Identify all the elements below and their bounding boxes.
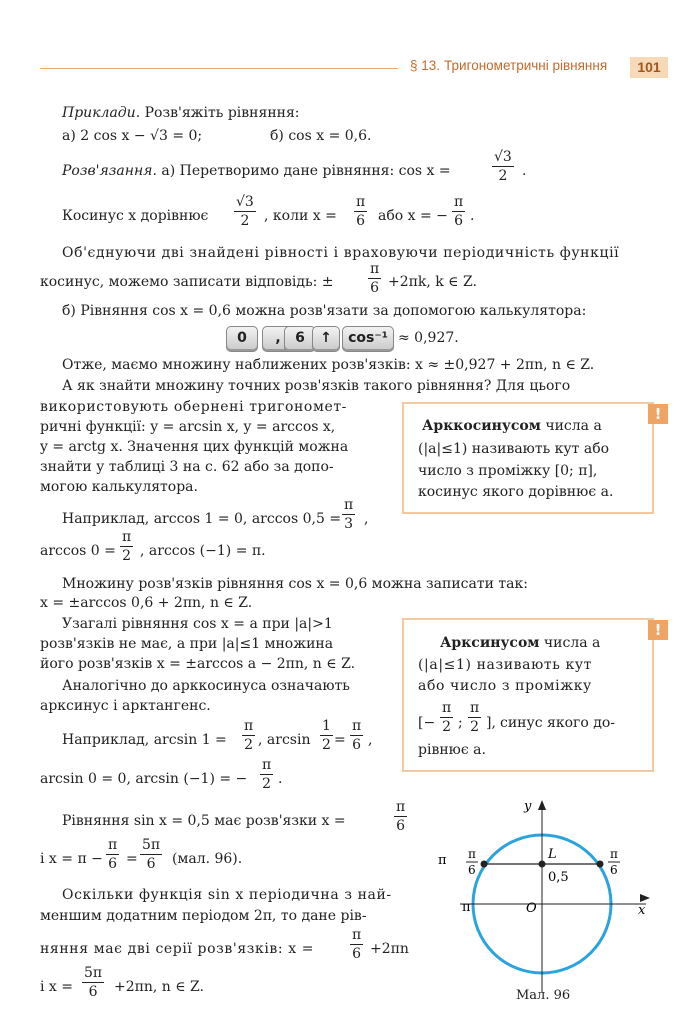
pi6-left-den: 6 — [468, 863, 476, 877]
examples-heading — [62, 104, 300, 122]
period: . — [522, 163, 527, 179]
solution-line-4-end: +2πk, k ∈ Z. — [388, 274, 477, 290]
body-line-12: Узагалі рівняння cos x = a при |a|>1 — [62, 616, 333, 632]
body-line-9a: arccos 0 = — [40, 543, 116, 559]
point-L — [539, 861, 546, 868]
box2-line-2: (|a|≤1) називають кут — [418, 657, 593, 673]
pi6-right-num: π — [610, 847, 618, 861]
body-line-17b: , arcsin — [258, 732, 311, 748]
body-line-20b: (мал. 96). — [172, 851, 243, 867]
calc-key-arccos: cos⁻¹ — [342, 326, 394, 352]
fraction-pi-2d: $\frac{\pi}{2}$ — [442, 700, 452, 735]
page-number: 101 — [630, 57, 668, 78]
fraction-pi-2b: $\frac{\pi}{2}$ — [244, 718, 254, 753]
fraction-pi-6c: $\frac{\pi}{6}$ — [370, 261, 380, 296]
body-line-16: арксинус і арктангенс. — [40, 698, 211, 714]
solution-line-3: Об'єднуючи дві знайдені рівності і враховуючи періодичність функції — [62, 245, 620, 261]
calc-key-0: 0 — [226, 326, 258, 352]
x-label: x — [638, 903, 646, 918]
fraction-pi-6g: $\frac{\pi}{6}$ — [352, 927, 362, 962]
fraction-pi-6d: $\frac{\pi}{6}$ — [352, 718, 362, 753]
body-line-10: Множину розв'язків рівняння cos x = 0,6 можна записати так: — [62, 576, 528, 592]
body-line-7: могою калькулятора. — [40, 479, 198, 495]
box1-line-2: (|a|≤1) називають кут або — [418, 441, 610, 457]
fraction-pi-6e: $\frac{\pi}{6}$ — [396, 799, 406, 834]
header-rule — [40, 68, 398, 69]
body-line-17a: Наприклад, arcsin 1 = — [62, 732, 227, 748]
box1-term: Арккосинусом — [422, 418, 541, 434]
box1-line-3: число з проміжку [0; π], — [418, 463, 598, 479]
box2-line-4-mid: ; — [458, 715, 463, 731]
fraction-5pi-6: $\frac{5\pi}{6}$ — [142, 837, 161, 872]
body-line-9b: , arccos (−1) = π. — [140, 543, 266, 559]
body-line-6: знайти у таблиці 3 на с. 62 або за допо- — [40, 459, 334, 475]
body-line-18: arcsin 0 = 0, arcsin (−1) = − — [40, 771, 248, 787]
x-arrow-icon — [640, 894, 650, 902]
body-line-4: ричні функції: y = arcsin x, y = arccos x, — [40, 419, 336, 435]
section-number: § 13. — [410, 58, 441, 73]
fraction-pi-3: $\frac{\pi}{3}$ — [344, 497, 354, 532]
box2-line-3: або число з проміжку — [418, 678, 592, 694]
comma: , — [364, 511, 369, 527]
origin-label: O — [526, 901, 537, 916]
fraction-1-2: $\frac{1}{2}$ — [322, 718, 331, 753]
body-line-2: А як знайти множину точних розв'язків такого рівняння? Для цього — [62, 378, 571, 394]
fraction-pi-6f: $\frac{\pi}{6}$ — [108, 837, 118, 872]
fraction-pi-2: $\frac{\pi}{2}$ — [122, 529, 132, 564]
solution-line-2a: Косинус x дорівнює — [62, 208, 209, 224]
examples-task: Розв'яжіть рівняння: — [144, 105, 300, 121]
example-a: а) 2 cos x − √3 = 0; — [62, 128, 203, 144]
body-line-8: Наприклад, arccos 1 = 0, arccos 0,5 = — [62, 511, 342, 527]
period: . — [278, 771, 283, 787]
box1-line-1-rest: числа a — [540, 418, 602, 434]
body-line-17c: = — [334, 732, 346, 748]
exclamation-icon: ! — [648, 404, 668, 424]
header-title — [410, 58, 607, 73]
fraction-sqrt3-2b: $\frac{√3}{2}$ — [236, 194, 254, 229]
period: . — [470, 208, 475, 224]
body-line-22: меншим додатним періодом 2π, то дане рів- — [40, 908, 367, 924]
point-right — [597, 861, 604, 868]
pi-bottom-label: π — [462, 900, 471, 915]
pi-left-label: π — [438, 853, 447, 868]
body-line-19: Рівняння sin x = 0,5 має розв'язки x = — [62, 813, 346, 829]
y-arrow-icon — [538, 800, 546, 810]
fraction-pi-2e: $\frac{\pi}{2}$ — [470, 700, 480, 735]
body-line-15: Аналогічно до арккосинуса означають — [62, 678, 350, 694]
pi6-right-den: 6 — [610, 863, 618, 877]
body-line-1: Отже, маємо множину наближених розв'язків: x ≈ ±0,927 + 2πn, n ∈ Z. — [62, 357, 595, 373]
body-line-24a: і x = — [40, 979, 74, 995]
solution-line-2c: або x = − — [378, 208, 448, 224]
box2-line-4-right: ], — [486, 715, 496, 731]
solution-line-5: б) Рівняння cos x = 0,6 можна розв'язати за допомогою калькулятора: — [62, 303, 587, 319]
solution-line-1 — [62, 162, 451, 180]
box2-line-5: рівнює a. — [418, 742, 486, 758]
L-label: L — [548, 847, 557, 862]
box2-line-1-rest: числа a — [539, 635, 601, 651]
box1-line-4: косинус якого дорівнює a. — [418, 484, 614, 500]
point-left — [481, 861, 488, 868]
fraction-5pi-6b: $\frac{5\pi}{6}$ — [84, 965, 103, 1000]
section-title: Тригонометричні рівняння — [444, 58, 608, 73]
equals: = — [126, 851, 138, 867]
solution-label: Розв'язання. — [62, 163, 157, 179]
fraction-pi-2c: $\frac{\pi}{2}$ — [262, 757, 272, 792]
solution-text-1: а) Перетворимо дане рівняння: cos x = — [161, 163, 451, 179]
calc-result: ≈ 0,927. — [398, 330, 459, 346]
fraction-sqrt3-2: $\frac{√3}{2}$ — [494, 149, 512, 184]
solution-line-4: косинус, можемо записати відповідь: ± — [40, 274, 334, 290]
box2-term: Арксинусом — [440, 635, 540, 651]
box2-line-4-left: [− — [418, 715, 436, 731]
body-line-13: розв'язків не має, а при |a|≤1 множина — [40, 636, 334, 652]
box1-line-1 — [422, 416, 602, 437]
body-line-23: няння має дві серії розв'язків: x = — [40, 941, 315, 957]
body-line-14: його розв'язків x = ±arccos a − 2πn, n ∈ Z. — [40, 656, 356, 672]
body-line-5: y = arctg x. Значення цих функцій можна — [40, 439, 349, 455]
body-line-21: Оскільки функція sin x періодична з най- — [62, 887, 392, 903]
calc-key-6: 6 — [284, 326, 316, 352]
value-label: 0,5 — [548, 870, 569, 885]
fraction-pi-6b: $\frac{\pi}{6}$ — [454, 194, 464, 229]
body-line-3: використовують обернені тригономет- — [40, 399, 348, 415]
body-line-20a: і x = π − — [40, 851, 103, 867]
body-line-23b: +2πn — [370, 941, 409, 957]
example-b: б) cos x = 0,6. — [270, 128, 372, 144]
unit-circle-figure — [420, 792, 670, 992]
solution-line-2b: , коли x = — [264, 208, 337, 224]
box2-line-1 — [440, 633, 600, 654]
comma: , — [368, 732, 373, 748]
figure-caption: Мал. 96 — [516, 988, 571, 1003]
body-line-24b: +2πn, n ∈ Z. — [114, 979, 204, 995]
fraction-pi-6: $\frac{\pi}{6}$ — [356, 194, 366, 229]
exclamation-icon: ! — [648, 620, 668, 640]
y-label: y — [524, 799, 532, 814]
calc-key-comma: , — [262, 326, 294, 352]
examples-title: Приклади. — [62, 105, 141, 121]
calc-key-shift-icon: ↑ — [312, 326, 340, 352]
box2-line-4-rest: синус якого до- — [500, 715, 616, 731]
pi6-left-num: π — [468, 847, 476, 861]
body-line-11: x = ±arccos 0,6 + 2πn, n ∈ Z. — [40, 595, 253, 611]
